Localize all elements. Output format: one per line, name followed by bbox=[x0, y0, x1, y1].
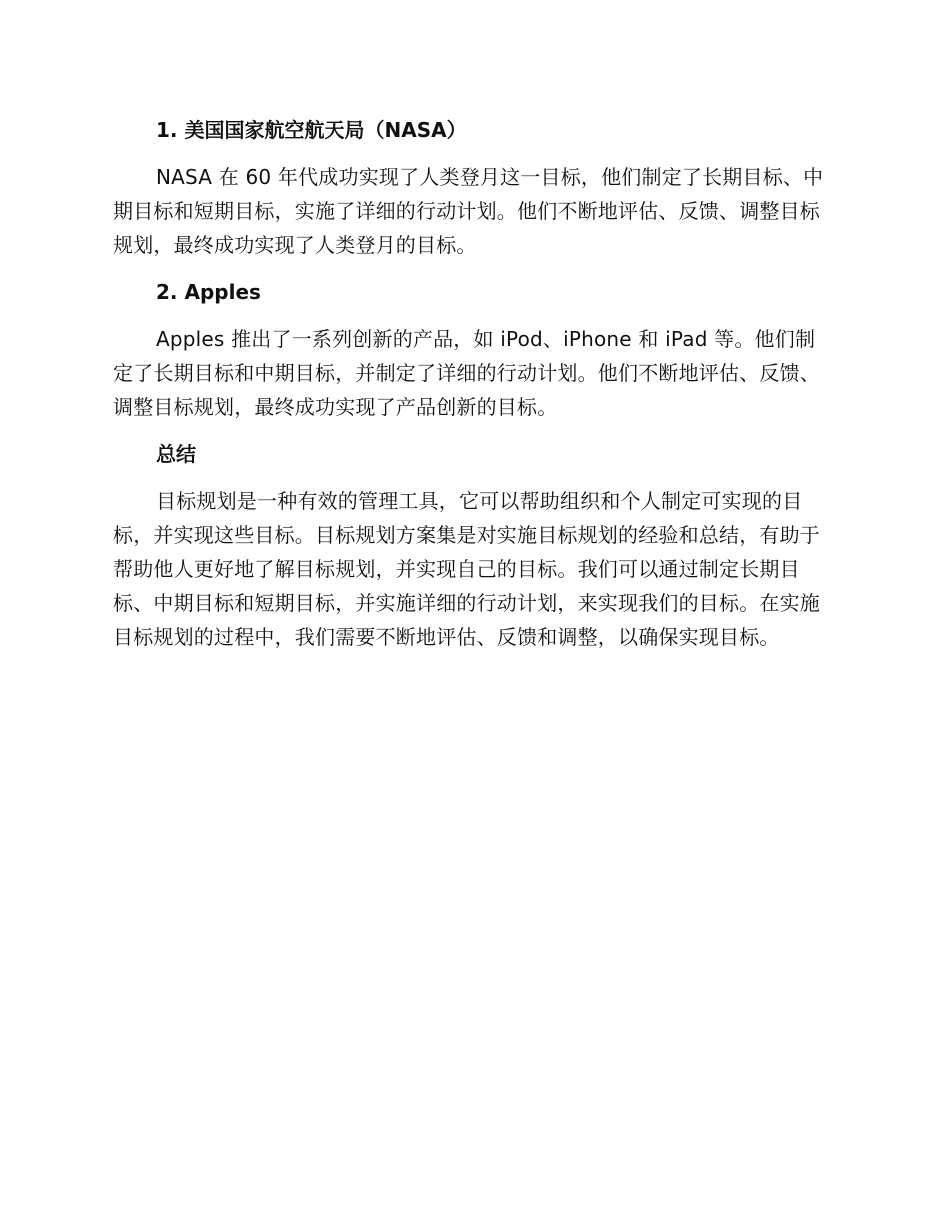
section-paragraph-summary: 目标规划是一种有效的管理工具，它可以帮助组织和个人制定可实现的目标，并实现这些目标。目标规划方案集是对实施目标规划的经验和总结，有助于帮助他人更好地了解目标规划，并实现自己的目标。我们可以通过制定长期目标、中期目标和短期目标，并实施详细的行动计划，来实现我们的目标。在实施目标规划的过程中，我们需要不断地评估、反馈和调整，以确保实现目标。 bbox=[113, 489, 820, 649]
section-heading-nasa: 1. 美国国家航空航天局（NASA） bbox=[156, 118, 467, 142]
section-heading-apples: 2. Apples bbox=[156, 280, 261, 304]
section-heading-summary: 总结 bbox=[156, 442, 196, 466]
section-paragraph-apples: Apples 推出了一系列创新的产品，如 iPod、iPhone 和 iPad 等。他们制定了长期目标和中期目标，并制定了详细的行动计划。他们不断地评估、反馈、调整目标规划，最终成功实现了产品创新的目标。 bbox=[113, 327, 820, 419]
section-apples bbox=[113, 276, 833, 424]
section-summary bbox=[113, 438, 833, 654]
section-paragraph-nasa: NASA 在 60 年代成功实现了人类登月这一目标，他们制定了长期目标、中期目标和短期目标，实施了详细的行动计划。他们不断地评估、反馈、调整目标规划，最终成功实现了人类登月的目标。 bbox=[113, 165, 824, 257]
section-nasa bbox=[113, 114, 833, 262]
document-page bbox=[113, 114, 833, 668]
